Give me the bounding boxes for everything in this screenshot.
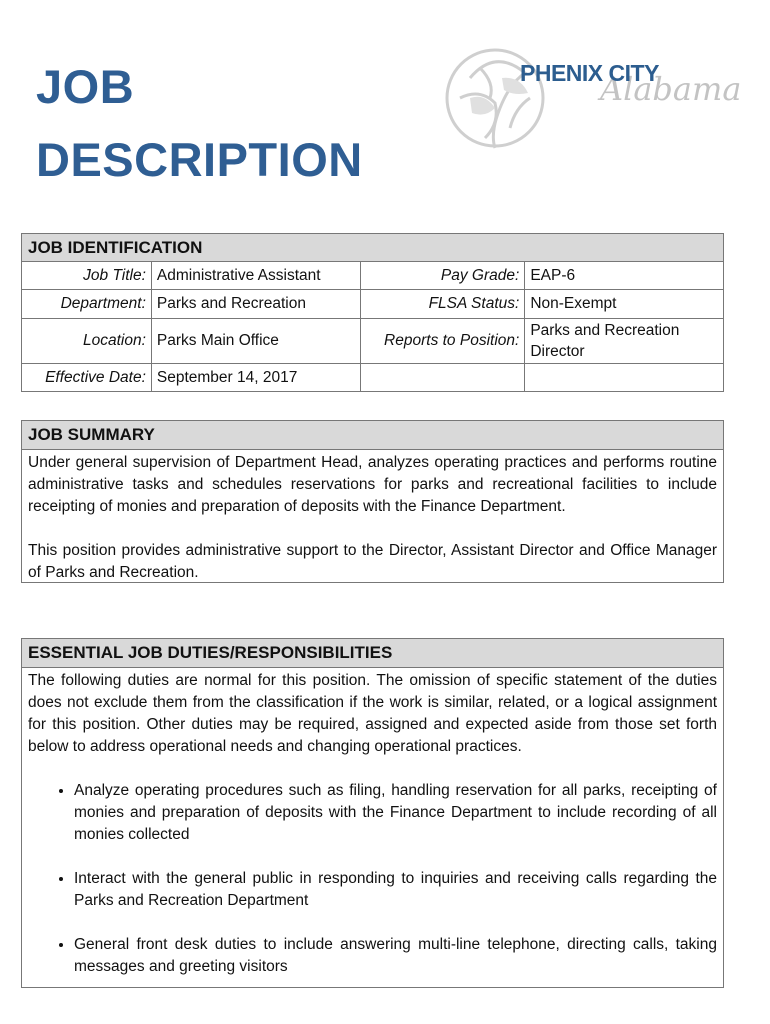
- summary-paragraph-2: This position provides administrative support to the Director, Assistant Director and Office Manager of Parks and Recreation.: [28, 542, 717, 581]
- essential-duties-heading: ESSENTIAL JOB DUTIES/RESPONSIBILITIES: [22, 639, 723, 668]
- job-title-value: Administrative Assistant: [151, 262, 360, 290]
- title-line-2: DESCRIPTION: [36, 133, 363, 186]
- title-line-1: JOB: [36, 60, 135, 113]
- department-value: Parks and Recreation: [151, 290, 360, 319]
- duty-item: • Interact with the general public in responding to inquiries and receiving calls regarding the Parks and Recreation Department: [74, 868, 717, 912]
- job-identification-heading: JOB IDENTIFICATION: [22, 234, 724, 262]
- duties-list: [28, 780, 717, 978]
- pay-grade-label: Pay Grade:: [360, 262, 525, 290]
- duty-item: • Analyze operating procedures such as filing, handling reservation for all parks, receipting of monies and preparation of deposits with the Finance Department to include recording of all monies collected: [74, 780, 717, 846]
- flsa-status-value: Non-Exempt: [525, 290, 724, 319]
- essential-duties-section: [21, 638, 724, 988]
- job-identification-table: [21, 233, 724, 392]
- reports-to-value: [525, 319, 724, 364]
- effective-date-label: Effective Date:: [22, 364, 152, 392]
- summary-paragraph-1: Under general supervision of Department Head, analyzes operating practices and performs routine administrative tasks and schedules reservations for parks and recreational facilities to include receipting of monies and preparation of deposits with the Finance Department.: [28, 454, 717, 515]
- location-label: Location:: [22, 319, 152, 364]
- flsa-status-label: FLSA Status:: [360, 290, 525, 319]
- logo-script-text: Alabama: [600, 70, 742, 108]
- page-title: [36, 50, 363, 196]
- duty-item: • General front desk duties to include answering multi-line telephone, directing calls, taking messages and greeting visitors: [74, 934, 717, 978]
- reports-to-label: Reports to Position:: [360, 319, 525, 364]
- logo-text: PHENIX CITY: [520, 60, 659, 86]
- job-title-label: Job Title:: [22, 262, 152, 290]
- location-value: Parks Main Office: [151, 319, 360, 364]
- effective-date-value: September 14, 2017: [151, 364, 360, 392]
- job-summary-heading: JOB SUMMARY: [22, 421, 723, 450]
- empty-cell: [525, 364, 724, 392]
- department-label: Department:: [22, 290, 152, 319]
- reports-to-line-2: Director: [530, 343, 585, 360]
- duties-intro: The following duties are normal for this position. The omission of specific statement of the duties does not exclude them from the classification if the work is similar, related, or a logical assignment for this position. Other duties may be required, assigned and expected aside from those set forth below to address operational needs and changing operational practices.: [28, 672, 717, 755]
- phenix-city-logo: [440, 38, 742, 158]
- phoenix-bird-icon: [440, 38, 550, 156]
- job-summary-section: [21, 420, 724, 583]
- pay-grade-value: EAP-6: [525, 262, 724, 290]
- reports-to-line-1: Parks and Recreation: [530, 322, 680, 339]
- empty-cell: [360, 364, 525, 392]
